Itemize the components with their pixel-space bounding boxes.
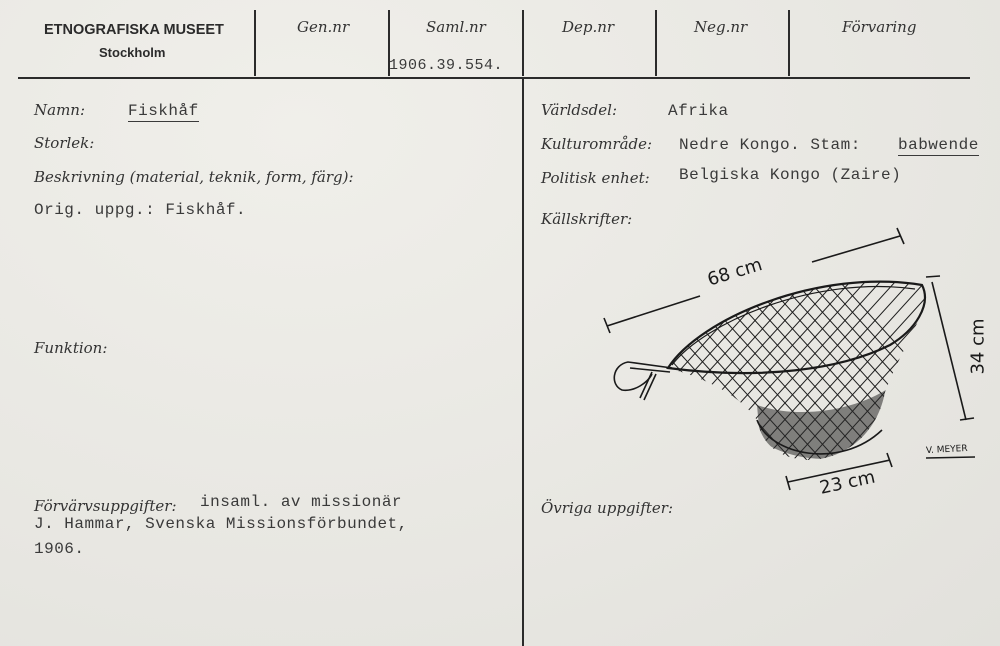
kulturomrade-value: Nedre Kongo. Stam: [679, 136, 861, 154]
forvarv-line-2: J. Hammar, Svenska Missionsförbundet, [34, 515, 408, 533]
funktion-label: Funktion: [34, 339, 108, 357]
net-handle [614, 362, 672, 400]
storlek-label: Storlek: [34, 134, 95, 152]
forvarv-label: Förvärvsuppgifter: [34, 497, 177, 515]
gen-nr-header: Gen.nr [297, 18, 350, 36]
beskrivning-label: Beskrivning (material, teknik, form, färg): [34, 168, 354, 186]
kulturomrade-label: Kulturområde: [541, 135, 653, 153]
beskrivning-value: Orig. uppg.: Fiskhåf. [34, 201, 247, 219]
museum-city: Stockholm [99, 45, 166, 60]
museum-name: ETNOGRAFISKA MUSEET [44, 22, 224, 38]
kallskrifter-label: Källskrifter: [541, 210, 633, 228]
namn-value: Fiskhåf [128, 102, 199, 120]
saml-nr-header: Saml.nr [426, 18, 486, 36]
artist-signature: V. MEYER [925, 443, 968, 457]
varldsdel-label: Världsdel: [541, 101, 617, 119]
ovriga-label: Övriga uppgifter: [541, 499, 673, 517]
namn-label: Namn: [34, 101, 86, 119]
forvarv-line-1: insaml. av missionär [200, 493, 403, 511]
stam-value: babwende [898, 136, 979, 154]
dimension-width-label: 68 cm [704, 254, 765, 291]
forvarv-line-3: 1906. [34, 540, 85, 558]
varldsdel-value: Afrika [668, 102, 729, 120]
forvaring-header: Förvaring [842, 18, 917, 36]
dimension-height-label: 34 cm [967, 318, 989, 375]
politisk-value: Belgiska Kongo (Zaire) [679, 166, 902, 184]
dep-nr-header: Dep.nr [562, 18, 615, 36]
saml-nr-value: 1906.39.554. [389, 57, 504, 74]
dimension-bottom-label: 23 cm [817, 466, 878, 499]
politisk-label: Politisk enhet: [541, 169, 650, 187]
neg-nr-header: Neg.nr [694, 18, 748, 36]
